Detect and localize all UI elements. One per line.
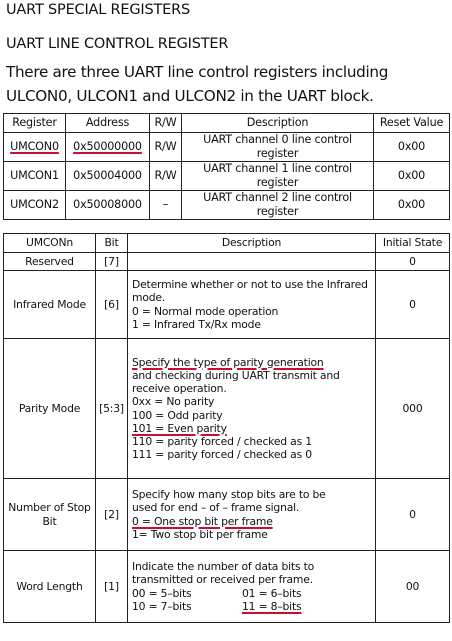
field-bit: [2] (96, 479, 128, 551)
field-name: Number of Stop Bit (4, 479, 96, 551)
header-register: Register (4, 114, 66, 133)
description-line: mode. (132, 291, 166, 305)
description-line: receive operation. (132, 382, 227, 396)
table-row (4, 271, 450, 339)
register-reset: 0x00 (374, 191, 450, 220)
table-row (4, 191, 450, 220)
field-bit: [7] (96, 253, 128, 271)
description-line: Indicate the number of data bits to (132, 560, 315, 574)
description-line: used for end – of – frame signal. (132, 501, 300, 515)
word-length-option: 00 = 5–bits (132, 586, 192, 600)
field-name: Word Length (4, 551, 96, 623)
field-bit: [6] (96, 271, 128, 339)
description-line: 0 = One stop bit per frame (132, 514, 273, 528)
field-description (128, 551, 376, 623)
register-description: UART channel 2 line control register (182, 191, 374, 220)
word-length-option: 01 = 6–bits (242, 586, 302, 600)
description-line: and checking during UART transmit and (132, 368, 340, 382)
field-initial: 000 (376, 339, 450, 479)
register-description: UART channel 1 line control register (182, 162, 374, 191)
word-length-options-row (132, 600, 372, 613)
register-table (3, 113, 450, 220)
register-rw: – (150, 191, 182, 220)
register-name: UMCON2 (4, 191, 66, 220)
register-address: 0x50004000 (66, 162, 150, 191)
register-name: UMCON1 (4, 162, 66, 191)
register-description: UART channel 0 line control register (182, 133, 374, 162)
header-umconn: UMCONn (4, 234, 96, 253)
header-bit: Bit (96, 234, 128, 253)
register-table-header (4, 114, 450, 133)
description-line: Determine whether or not to use the Infrared (132, 278, 368, 292)
register-name: UMCON0 (4, 133, 66, 162)
field-description (128, 339, 376, 479)
register-rw: R/W (150, 162, 182, 191)
description-line: 1= Two stop bit per frame (132, 527, 268, 541)
table-row (4, 162, 450, 191)
register-reset: 0x00 (374, 162, 450, 191)
field-bit: [1] (96, 551, 128, 623)
word-length-option: 10 = 7–bits (132, 599, 192, 613)
description-line: 0xx = No parity (132, 395, 215, 409)
table-row (4, 339, 450, 479)
field-bit: [5:3] (96, 339, 128, 479)
field-description (128, 479, 376, 551)
table-row (4, 551, 450, 623)
field-name: Reserved (4, 253, 96, 271)
header-address: Address (66, 114, 150, 133)
header-rw: R/W (150, 114, 182, 133)
description-line: Specify how many stop bits are to be (132, 488, 326, 502)
field-initial: 00 (376, 551, 450, 623)
table-row (4, 253, 450, 271)
field-name: Infrared Mode (4, 271, 96, 339)
field-initial: 0 (376, 271, 450, 339)
register-address: 0x50000000 (66, 133, 150, 162)
bit-field-table (3, 233, 450, 623)
word-length-options-row (132, 587, 372, 600)
field-initial: 0 (376, 479, 450, 551)
description-line: Specify the type of parity generation (132, 355, 324, 369)
field-initial: 0 (376, 253, 450, 271)
description-line: 111 = parity forced / checked as 0 (132, 448, 312, 462)
table-row (4, 479, 450, 551)
section-title: UART LINE CONTROL REGISTER (6, 36, 229, 52)
header-description: Description (128, 234, 376, 253)
description-line: 100 = Odd parity (132, 408, 223, 422)
field-description (128, 271, 376, 339)
word-length-option: 11 = 8–bits (242, 599, 302, 613)
description-line: 110 = parity forced / checked as 1 (132, 434, 312, 448)
register-reset: 0x00 (374, 133, 450, 162)
description-line: 101 = Even parity (132, 421, 227, 435)
description-line: 0 = Normal mode operation (132, 304, 279, 318)
field-name: Parity Mode (4, 339, 96, 479)
bit-table-header (4, 234, 450, 253)
description-line: 1 = Infrared Tx/Rx mode (132, 317, 261, 331)
table-row (4, 133, 450, 162)
field-description (128, 253, 376, 271)
description-line: transmitted or received per frame. (132, 573, 313, 587)
page-title: UART SPECIAL REGISTERS (6, 2, 190, 18)
register-address: 0x50008000 (66, 191, 150, 220)
intro-paragraph: There are three UART line control registers including ULCON0, ULCON1 and ULCON2 in the UART block. (6, 63, 389, 105)
header-reset-value: Reset Value (374, 114, 450, 133)
header-description: Description (182, 114, 374, 133)
header-initial-state: Initial State (376, 234, 450, 253)
register-rw: R/W (150, 133, 182, 162)
